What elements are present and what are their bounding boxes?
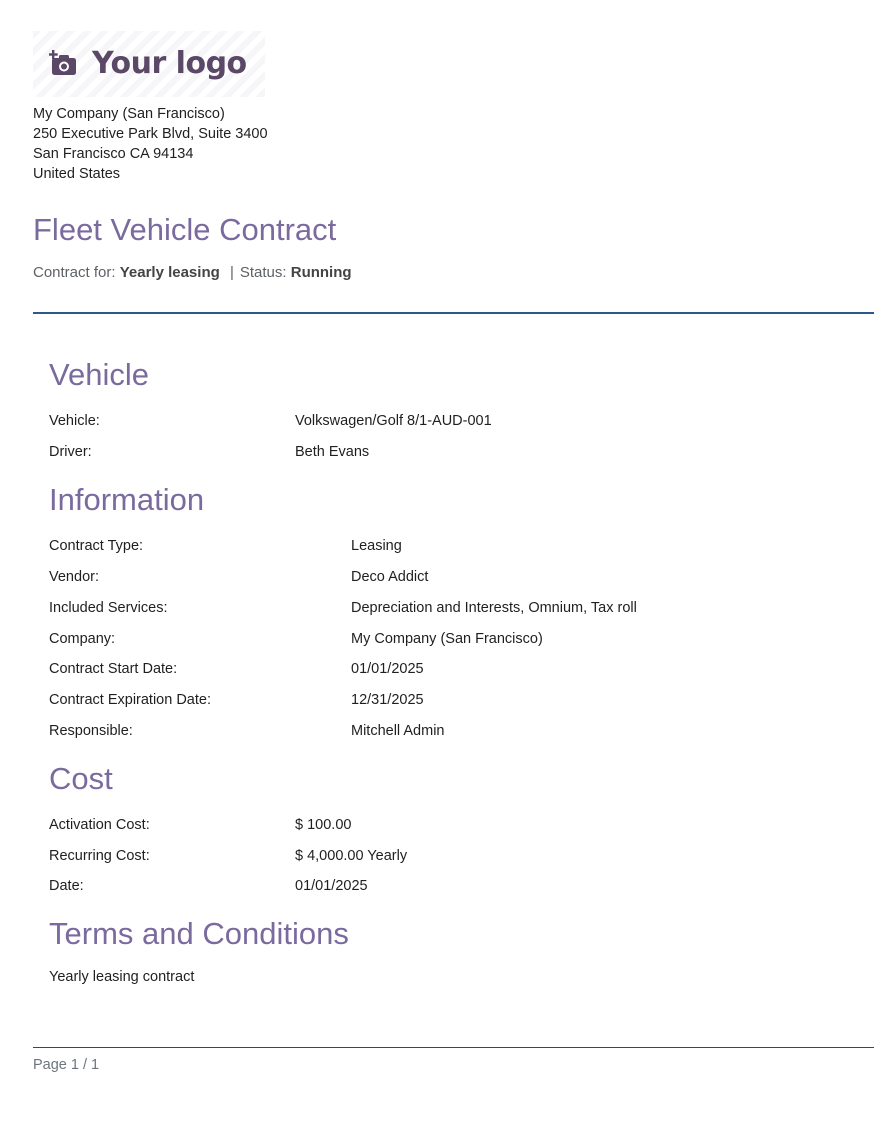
field-label-contract-start-date: Contract Start Date: bbox=[49, 661, 178, 677]
company-name: My Company (San Francisco) bbox=[33, 106, 225, 122]
section-title-vehicle: Vehicle bbox=[49, 357, 149, 392]
field-value-company: My Company (San Francisco) bbox=[351, 631, 543, 647]
field-label-contract-expiration-date: Contract Expiration Date: bbox=[49, 692, 211, 708]
field-label-vendor: Vendor: bbox=[49, 569, 99, 585]
field-value-contract-expiration-date: 12/31/2025 bbox=[351, 692, 424, 708]
contract-for-value: Yearly leasing bbox=[119, 264, 220, 281]
company-city: San Francisco CA 94134 bbox=[33, 146, 194, 162]
field-label-driver: Driver: bbox=[49, 444, 92, 460]
section-title-cost: Cost bbox=[49, 761, 113, 796]
field-value-vehicle: Volkswagen/Golf 8/1-AUD-001 bbox=[295, 413, 492, 429]
camera-plus-icon bbox=[49, 49, 79, 79]
field-value-contract-type: Leasing bbox=[351, 538, 402, 554]
company-country: United States bbox=[33, 166, 121, 182]
field-label-included-services: Included Services: bbox=[49, 600, 168, 616]
section-title-terms: Terms and Conditions bbox=[49, 916, 349, 951]
field-value-driver: Beth Evans bbox=[295, 444, 370, 460]
field-label-contract-type: Contract Type: bbox=[49, 538, 144, 554]
field-label-date: Date: bbox=[49, 878, 84, 894]
status-value: Running bbox=[290, 264, 352, 281]
company-logo bbox=[33, 31, 265, 97]
logo-text: Your logo bbox=[92, 46, 247, 81]
field-label-recurring-cost: Recurring Cost: bbox=[49, 848, 150, 864]
field-label-responsible: Responsible: bbox=[49, 723, 133, 739]
page-number: Page 1 / 1 bbox=[33, 1057, 100, 1073]
field-value-contract-start-date: 01/01/2025 bbox=[351, 661, 424, 677]
field-value-date: 01/01/2025 bbox=[295, 878, 368, 894]
footer-divider bbox=[33, 1047, 874, 1048]
field-label-vehicle: Vehicle: bbox=[49, 413, 100, 429]
field-label-company: Company: bbox=[49, 631, 116, 647]
terms-text: Yearly leasing contract bbox=[49, 969, 195, 985]
field-value-recurring-cost: $ 4,000.00 Yearly bbox=[295, 848, 408, 864]
section-title-information: Information bbox=[49, 482, 205, 517]
status-label: Status: bbox=[239, 264, 287, 281]
field-value-responsible: Mitchell Admin bbox=[351, 723, 445, 739]
page-title: Fleet Vehicle Contract bbox=[33, 212, 337, 247]
contract-for-label: Contract for: bbox=[33, 264, 116, 281]
company-address bbox=[33, 104, 268, 184]
company-street: 250 Executive Park Blvd, Suite 3400 bbox=[33, 126, 268, 142]
field-value-included-services: Depreciation and Interests, Omnium, Tax roll bbox=[351, 600, 637, 616]
field-value-activation-cost: $ 100.00 bbox=[295, 817, 352, 833]
field-value-vendor: Deco Addict bbox=[351, 569, 429, 585]
header-divider bbox=[33, 312, 874, 314]
subtitle-separator: | bbox=[229, 264, 234, 281]
field-label-activation-cost: Activation Cost: bbox=[49, 817, 150, 833]
contract-subtitle bbox=[33, 264, 352, 281]
